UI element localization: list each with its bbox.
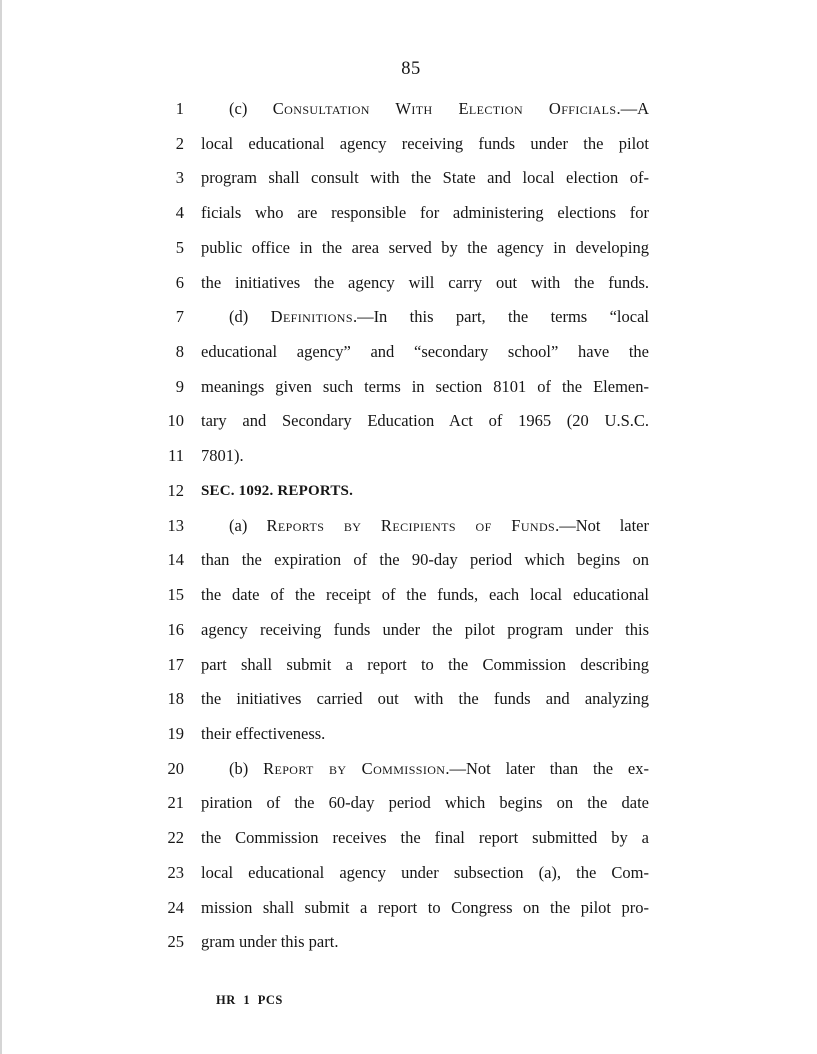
line-number: 5 (175, 237, 184, 257)
bill-line (0, 891, 817, 926)
text-segment: the initiatives carried out with the funds and analyzing (201, 689, 649, 709)
line-number: 10 (167, 411, 184, 431)
small-caps-text: Report by Commission (263, 758, 446, 778)
text-segment: than the expiration of the 90-day period which begins on (201, 550, 649, 570)
text-segment: agency receiving funds under the pilot program under this (201, 619, 649, 639)
line-content (201, 161, 649, 196)
bill-footer-stamp: HR 1 PCS (216, 993, 283, 1007)
bill-line (0, 543, 817, 578)
text-segment: (c) (229, 99, 273, 118)
bill-line (0, 578, 817, 613)
line-content (201, 231, 649, 266)
line-number: 24 (167, 897, 184, 917)
line-number: 23 (167, 862, 184, 882)
line-content (201, 891, 649, 926)
bill-line (0, 474, 817, 509)
bill-line (0, 231, 817, 266)
line-content (201, 266, 649, 301)
text-segment: mission shall submit a report to Congress on the pilot pro- (201, 897, 649, 917)
bill-line (0, 786, 817, 821)
line-number: 14 (167, 550, 184, 570)
line-number: 17 (167, 654, 184, 674)
line-number: 22 (167, 828, 184, 848)
text-segment: meanings given such terms in section 8101 of the Elemen- (201, 376, 649, 396)
text-segment: part shall submit a report to the Commission describing (201, 654, 649, 674)
line-content (201, 196, 649, 231)
text-segment: SEC. 1092. REPORTS. (201, 482, 354, 499)
line-number: 19 (167, 723, 184, 743)
line-number: 16 (167, 619, 184, 639)
line-number: 8 (175, 342, 184, 362)
small-caps-text: Consultation With Election Officials (272, 99, 617, 118)
line-content (201, 648, 649, 683)
line-number: 6 (175, 272, 184, 292)
text-segment: ficials who are responsible for administering elections for (201, 203, 649, 223)
line-number: 11 (168, 446, 184, 466)
text-segment: program shall consult with the State and local election of- (201, 168, 649, 188)
bill-line (0, 335, 817, 370)
small-caps-text: Definitions (270, 307, 353, 327)
bill-line (0, 821, 817, 856)
line-content (201, 127, 649, 162)
line-content (201, 439, 649, 474)
text-segment: local educational agency under subsection (a), the Com- (201, 862, 649, 882)
text-segment: .—Not later than the ex- (445, 758, 649, 778)
line-number: 2 (175, 133, 184, 153)
page-number: 85 (401, 59, 421, 79)
bill-line (0, 439, 817, 474)
line-content (201, 474, 649, 509)
text-segment: public office in the area served by the agency in developing (201, 237, 649, 257)
text-segment: 7801). (201, 446, 244, 466)
bill-line (0, 856, 817, 891)
line-content (201, 821, 649, 856)
bill-line (0, 161, 817, 196)
line-number: 7 (175, 307, 184, 327)
text-segment: (d) (229, 307, 271, 327)
line-content (201, 543, 649, 578)
bill-line (0, 752, 817, 787)
bill-line (0, 648, 817, 683)
line-content (201, 752, 649, 787)
text-segment: local educational agency receiving funds under the pilot (201, 133, 649, 153)
line-number: 15 (167, 585, 184, 605)
text-segment: the date of the receipt of the funds, each local educational (201, 585, 649, 605)
line-number: 9 (175, 376, 184, 396)
bill-line (0, 404, 817, 439)
line-content (201, 682, 649, 717)
small-caps-text: Reports by Recipients of Funds (266, 515, 556, 535)
text-segment: the Commission receives the final report submitted by a (201, 828, 649, 848)
bill-line (0, 613, 817, 648)
line-content (201, 335, 649, 370)
bill-text-body (0, 92, 817, 960)
bill-line (0, 127, 817, 162)
bill-line (0, 266, 817, 301)
text-segment: (b) (229, 758, 264, 778)
line-number: 21 (167, 793, 184, 813)
text-segment: the initiatives the agency will carry out with the funds. (201, 272, 649, 292)
line-content (201, 404, 649, 439)
text-segment: tary and Secondary Education Act of 1965 (20 U.S.C. (201, 411, 649, 431)
line-content (201, 92, 649, 127)
line-content (201, 300, 649, 335)
bill-line (0, 196, 817, 231)
text-segment: their effectiveness. (201, 723, 326, 743)
line-content (201, 717, 649, 752)
text-segment: gram under this part. (201, 932, 339, 952)
text-segment: .—A (616, 99, 649, 118)
line-number: 18 (167, 689, 184, 709)
line-content (201, 786, 649, 821)
line-content (201, 613, 649, 648)
line-content (201, 925, 649, 960)
text-segment: (a) (229, 515, 267, 535)
text-segment: piration of the 60-day period which begins on the date (201, 793, 649, 813)
line-content (201, 509, 649, 544)
text-segment: educational agency” and “secondary school” have the (201, 342, 649, 362)
line-content (201, 370, 649, 405)
line-number: 4 (175, 203, 184, 223)
line-content (201, 856, 649, 891)
text-segment: .—Not later (555, 515, 650, 535)
bill-line (0, 717, 817, 752)
text-segment: .—In this part, the terms “local (352, 307, 649, 327)
bill-line (0, 370, 817, 405)
line-number: 20 (167, 758, 184, 778)
line-number: 12 (167, 480, 184, 500)
line-number: 3 (175, 168, 184, 188)
bill-line (0, 509, 817, 544)
line-content (201, 578, 649, 613)
bill-line (0, 682, 817, 717)
bill-line (0, 300, 817, 335)
line-number: 25 (167, 932, 184, 952)
bill-line (0, 92, 817, 127)
bill-line (0, 925, 817, 960)
line-number: 1 (175, 99, 184, 118)
line-number: 13 (167, 515, 184, 535)
